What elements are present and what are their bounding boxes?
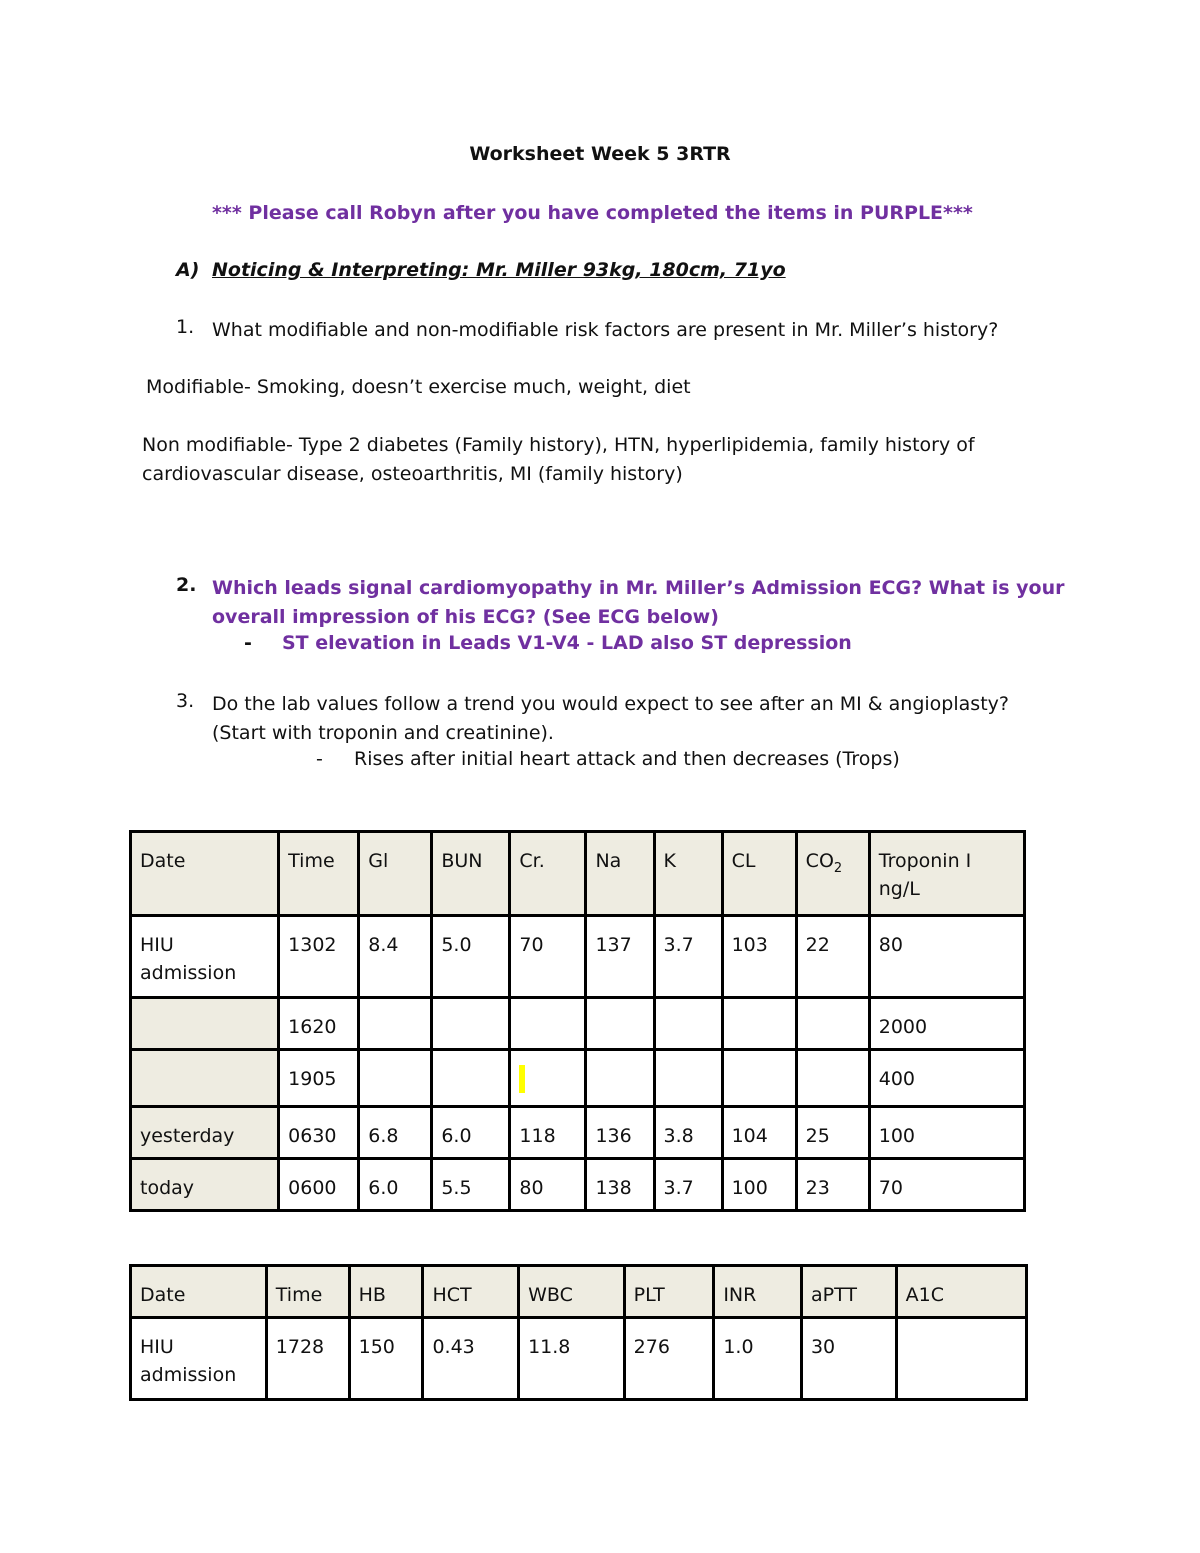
answer-modifiable: Modifiable- Smoking, doesn’t exercise much, weight, diet <box>146 376 691 398</box>
table-cell: 3.7 <box>654 1159 722 1211</box>
table-row <box>131 1107 1025 1159</box>
question-3-line1: Do the lab values follow a trend you would expect to see after an MI & angioplasty? <box>212 693 1009 715</box>
table-cell: 11.8 <box>519 1318 625 1400</box>
table-cell <box>432 1050 510 1107</box>
answer-nonmodifiable-line2: cardiovascular disease, osteoarthritis, MI (family history) <box>142 463 683 485</box>
table-cell <box>359 998 432 1050</box>
table-cell: 23 <box>796 1159 869 1211</box>
question-2-line2: overall impression of his ECG? (See ECG below) <box>212 606 719 628</box>
question-2-answer <box>244 632 944 661</box>
table-cell: 2000 <box>869 998 1024 1050</box>
header-time: Time <box>279 832 359 916</box>
header-date: Date <box>131 832 279 916</box>
table-cell <box>654 998 722 1050</box>
question-3-line2: (Start with troponin and creatinine). <box>212 722 554 744</box>
header-aptt: aPTT <box>801 1266 896 1318</box>
table-cell: 5.0 <box>432 916 510 998</box>
table-cell: 276 <box>624 1318 714 1400</box>
table-cell: 400 <box>869 1050 1024 1107</box>
document-title: Worksheet Week 5 3RTR <box>469 143 731 165</box>
header-k: K <box>654 832 722 916</box>
table-cell: 118 <box>510 1107 586 1159</box>
header-troponin-unit: ng/L <box>878 878 920 900</box>
row-date <box>131 1318 267 1400</box>
header-plt: PLT <box>624 1266 714 1318</box>
row-date-line1: HIU <box>140 934 174 956</box>
question-2 <box>176 574 1076 674</box>
header-troponin-text: Troponin I <box>878 850 972 872</box>
table-row <box>131 1159 1025 1211</box>
question-2-answer-text: ST elevation in Leads V1-V4 - LAD also ST depression <box>282 632 852 654</box>
table-cell <box>586 998 654 1050</box>
table-cell: 0.43 <box>423 1318 519 1400</box>
header-na: Na <box>586 832 654 916</box>
table-header-row <box>131 1266 1027 1318</box>
header-wbc: WBC <box>519 1266 625 1318</box>
header-cl: CL <box>722 832 796 916</box>
header-troponin <box>869 832 1024 916</box>
purple-callout: *** Please call Robyn after you have completed the items in PURPLE*** <box>212 202 973 224</box>
table-cell <box>359 1050 432 1107</box>
table-cell: 70 <box>510 916 586 998</box>
question-3 <box>176 690 1076 790</box>
table-cell: 80 <box>510 1159 586 1211</box>
header-bun: BUN <box>432 832 510 916</box>
header-date: Date <box>131 1266 267 1318</box>
table-cell: 6.0 <box>359 1159 432 1211</box>
header-co2-subscript: 2 <box>833 860 843 876</box>
table-row <box>131 1318 1027 1400</box>
table-cell: 22 <box>796 916 869 998</box>
question-3-answer <box>316 748 1016 777</box>
table-cell: 25 <box>796 1107 869 1159</box>
row-date-line2: admission <box>140 1364 237 1386</box>
table-cell: 8.4 <box>359 916 432 998</box>
table-cell: 150 <box>349 1318 423 1400</box>
table-row <box>131 998 1025 1050</box>
section-a-label: A) <box>176 259 200 281</box>
row-date-line2: admission <box>140 962 237 984</box>
table-cell: 30 <box>801 1318 896 1400</box>
header-hct: HCT <box>423 1266 519 1318</box>
yellow-highlight-mark <box>519 1065 525 1093</box>
table-cell-highlighted <box>510 1050 586 1107</box>
header-a1c: A1C <box>896 1266 1026 1318</box>
question-3-bullet: - <box>316 748 323 770</box>
table-cell: 6.8 <box>359 1107 432 1159</box>
row-date-line1: HIU <box>140 1336 174 1358</box>
table-cell: 100 <box>869 1107 1024 1159</box>
table-cell: 3.7 <box>654 916 722 998</box>
table-cell: 1905 <box>279 1050 359 1107</box>
table-cell: 100 <box>722 1159 796 1211</box>
header-cr: Cr. <box>510 832 586 916</box>
header-inr: INR <box>714 1266 802 1318</box>
table-cell <box>586 1050 654 1107</box>
table-cell: 3.8 <box>654 1107 722 1159</box>
table-cell: 80 <box>869 916 1024 998</box>
header-hb: HB <box>349 1266 423 1318</box>
table-cell: 0600 <box>279 1159 359 1211</box>
table-cell <box>796 998 869 1050</box>
question-3-answer-text: Rises after initial heart attack and then decreases (Trops) <box>354 748 900 770</box>
table-row <box>131 916 1025 998</box>
table-cell: 0630 <box>279 1107 359 1159</box>
table-cell: 1.0 <box>714 1318 802 1400</box>
question-2-bullet: - <box>244 632 252 654</box>
table-cell: 1302 <box>279 916 359 998</box>
table-cell <box>796 1050 869 1107</box>
table-cell: 137 <box>586 916 654 998</box>
row-date: yesterday <box>131 1107 279 1159</box>
question-3-number: 3. <box>176 690 195 712</box>
table-cell: 1728 <box>266 1318 349 1400</box>
row-date <box>131 1050 279 1107</box>
header-co2-text: CO <box>805 850 834 872</box>
table-cell: 138 <box>586 1159 654 1211</box>
row-date <box>131 998 279 1050</box>
lab-table-chemistry <box>129 830 1026 1212</box>
section-a-heading <box>176 259 876 287</box>
table-cell <box>722 998 796 1050</box>
table-cell <box>654 1050 722 1107</box>
answer-nonmodifiable-line1: Non modifiable- Type 2 diabetes (Family history), HTN, hyperlipidemia, family history of <box>142 434 975 456</box>
lab-table-hematology <box>129 1264 1028 1401</box>
row-date <box>131 916 279 998</box>
header-gl: Gl <box>359 832 432 916</box>
table-cell <box>432 998 510 1050</box>
table-cell: 6.0 <box>432 1107 510 1159</box>
table-header-row <box>131 832 1025 916</box>
question-1-number: 1. <box>176 316 195 338</box>
table-cell: 1620 <box>279 998 359 1050</box>
table-cell <box>510 998 586 1050</box>
table-cell: 103 <box>722 916 796 998</box>
section-a-text: Noticing & Interpreting: Mr. Miller 93kg, 180cm, 71yo <box>212 259 786 281</box>
table-row <box>131 1050 1025 1107</box>
table-cell: 136 <box>586 1107 654 1159</box>
table-cell: 104 <box>722 1107 796 1159</box>
question-1-text: What modifiable and non-modifiable risk factors are present in Mr. Miller’s history? <box>212 319 999 341</box>
row-date: today <box>131 1159 279 1211</box>
header-co2 <box>796 832 869 916</box>
question-2-line1: Which leads signal cardiomyopathy in Mr. Miller’s Admission ECG? What is your <box>212 577 1065 599</box>
question-1 <box>176 316 1076 346</box>
table-cell: 70 <box>869 1159 1024 1211</box>
table-cell: 5.5 <box>432 1159 510 1211</box>
question-2-number: 2. <box>176 574 197 596</box>
header-time: Time <box>266 1266 349 1318</box>
table-cell <box>722 1050 796 1107</box>
table-cell <box>896 1318 1026 1400</box>
